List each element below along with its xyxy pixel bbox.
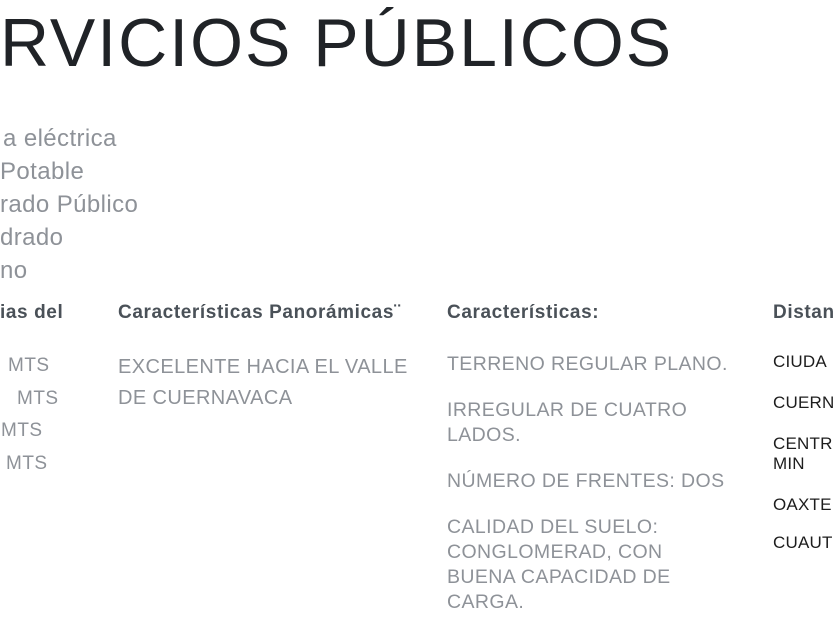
characteristics-list bbox=[447, 352, 728, 615]
distances-list bbox=[773, 352, 840, 553]
distance-item: CUAUT bbox=[773, 533, 833, 552]
measurements-header: ias del bbox=[0, 302, 64, 323]
service-item: Potable bbox=[0, 158, 85, 185]
panoramic-description bbox=[118, 352, 448, 414]
service-item: a eléctrica bbox=[3, 125, 117, 152]
characteristic-line: LADOS. bbox=[447, 424, 521, 446]
characteristic-item bbox=[447, 469, 725, 494]
characteristic-line: CARGA. bbox=[447, 591, 525, 613]
service-item: no bbox=[0, 257, 28, 284]
services-list bbox=[0, 122, 138, 287]
panoramic-header: Características Panorámicas¨ bbox=[118, 302, 401, 323]
characteristic-line: NÚMERO DE FRENTES: DOS bbox=[447, 470, 725, 492]
measurements-list bbox=[0, 350, 112, 480]
distances-header: Distan bbox=[773, 302, 835, 323]
characteristic-line: IRREGULAR DE CUATRO bbox=[447, 399, 688, 421]
characteristic-line: TERRENO REGULAR PLANO. bbox=[447, 353, 728, 375]
column-measurements bbox=[0, 302, 112, 480]
page-title: RVICIOS PÚBLICOS bbox=[0, 5, 674, 81]
measurement-item: MTS bbox=[6, 452, 48, 474]
service-item: drado bbox=[0, 224, 64, 251]
distance-item: CIUDA bbox=[773, 352, 827, 371]
panoramic-line: DE CUERNAVACA bbox=[118, 387, 293, 409]
column-panoramic bbox=[118, 302, 448, 414]
distance-item: MIN bbox=[773, 454, 805, 473]
measurement-item: MTS bbox=[8, 355, 50, 376]
distance-item: CUERN bbox=[773, 393, 835, 412]
characteristic-item bbox=[447, 398, 717, 448]
characteristic-line: BUENA CAPACIDAD DE bbox=[447, 566, 671, 588]
characteristic-line: CONGLOMERAD, CON bbox=[447, 541, 663, 563]
characteristic-line: CALIDAD DEL SUELO: bbox=[447, 516, 659, 538]
characteristic-item bbox=[447, 515, 717, 615]
measurement-item: MTS bbox=[17, 387, 59, 409]
characteristic-item bbox=[447, 352, 728, 377]
panoramic-line: EXCELENTE HACIA EL VALLE bbox=[118, 356, 408, 378]
column-characteristics bbox=[447, 302, 728, 630]
distance-item: OAXTE bbox=[773, 495, 832, 514]
characteristics-header: Características: bbox=[447, 302, 600, 323]
column-distances bbox=[773, 302, 840, 553]
distance-item: CENTR bbox=[773, 434, 833, 453]
measurement-item: MTS bbox=[1, 420, 43, 441]
service-item: rado Público bbox=[0, 191, 139, 218]
